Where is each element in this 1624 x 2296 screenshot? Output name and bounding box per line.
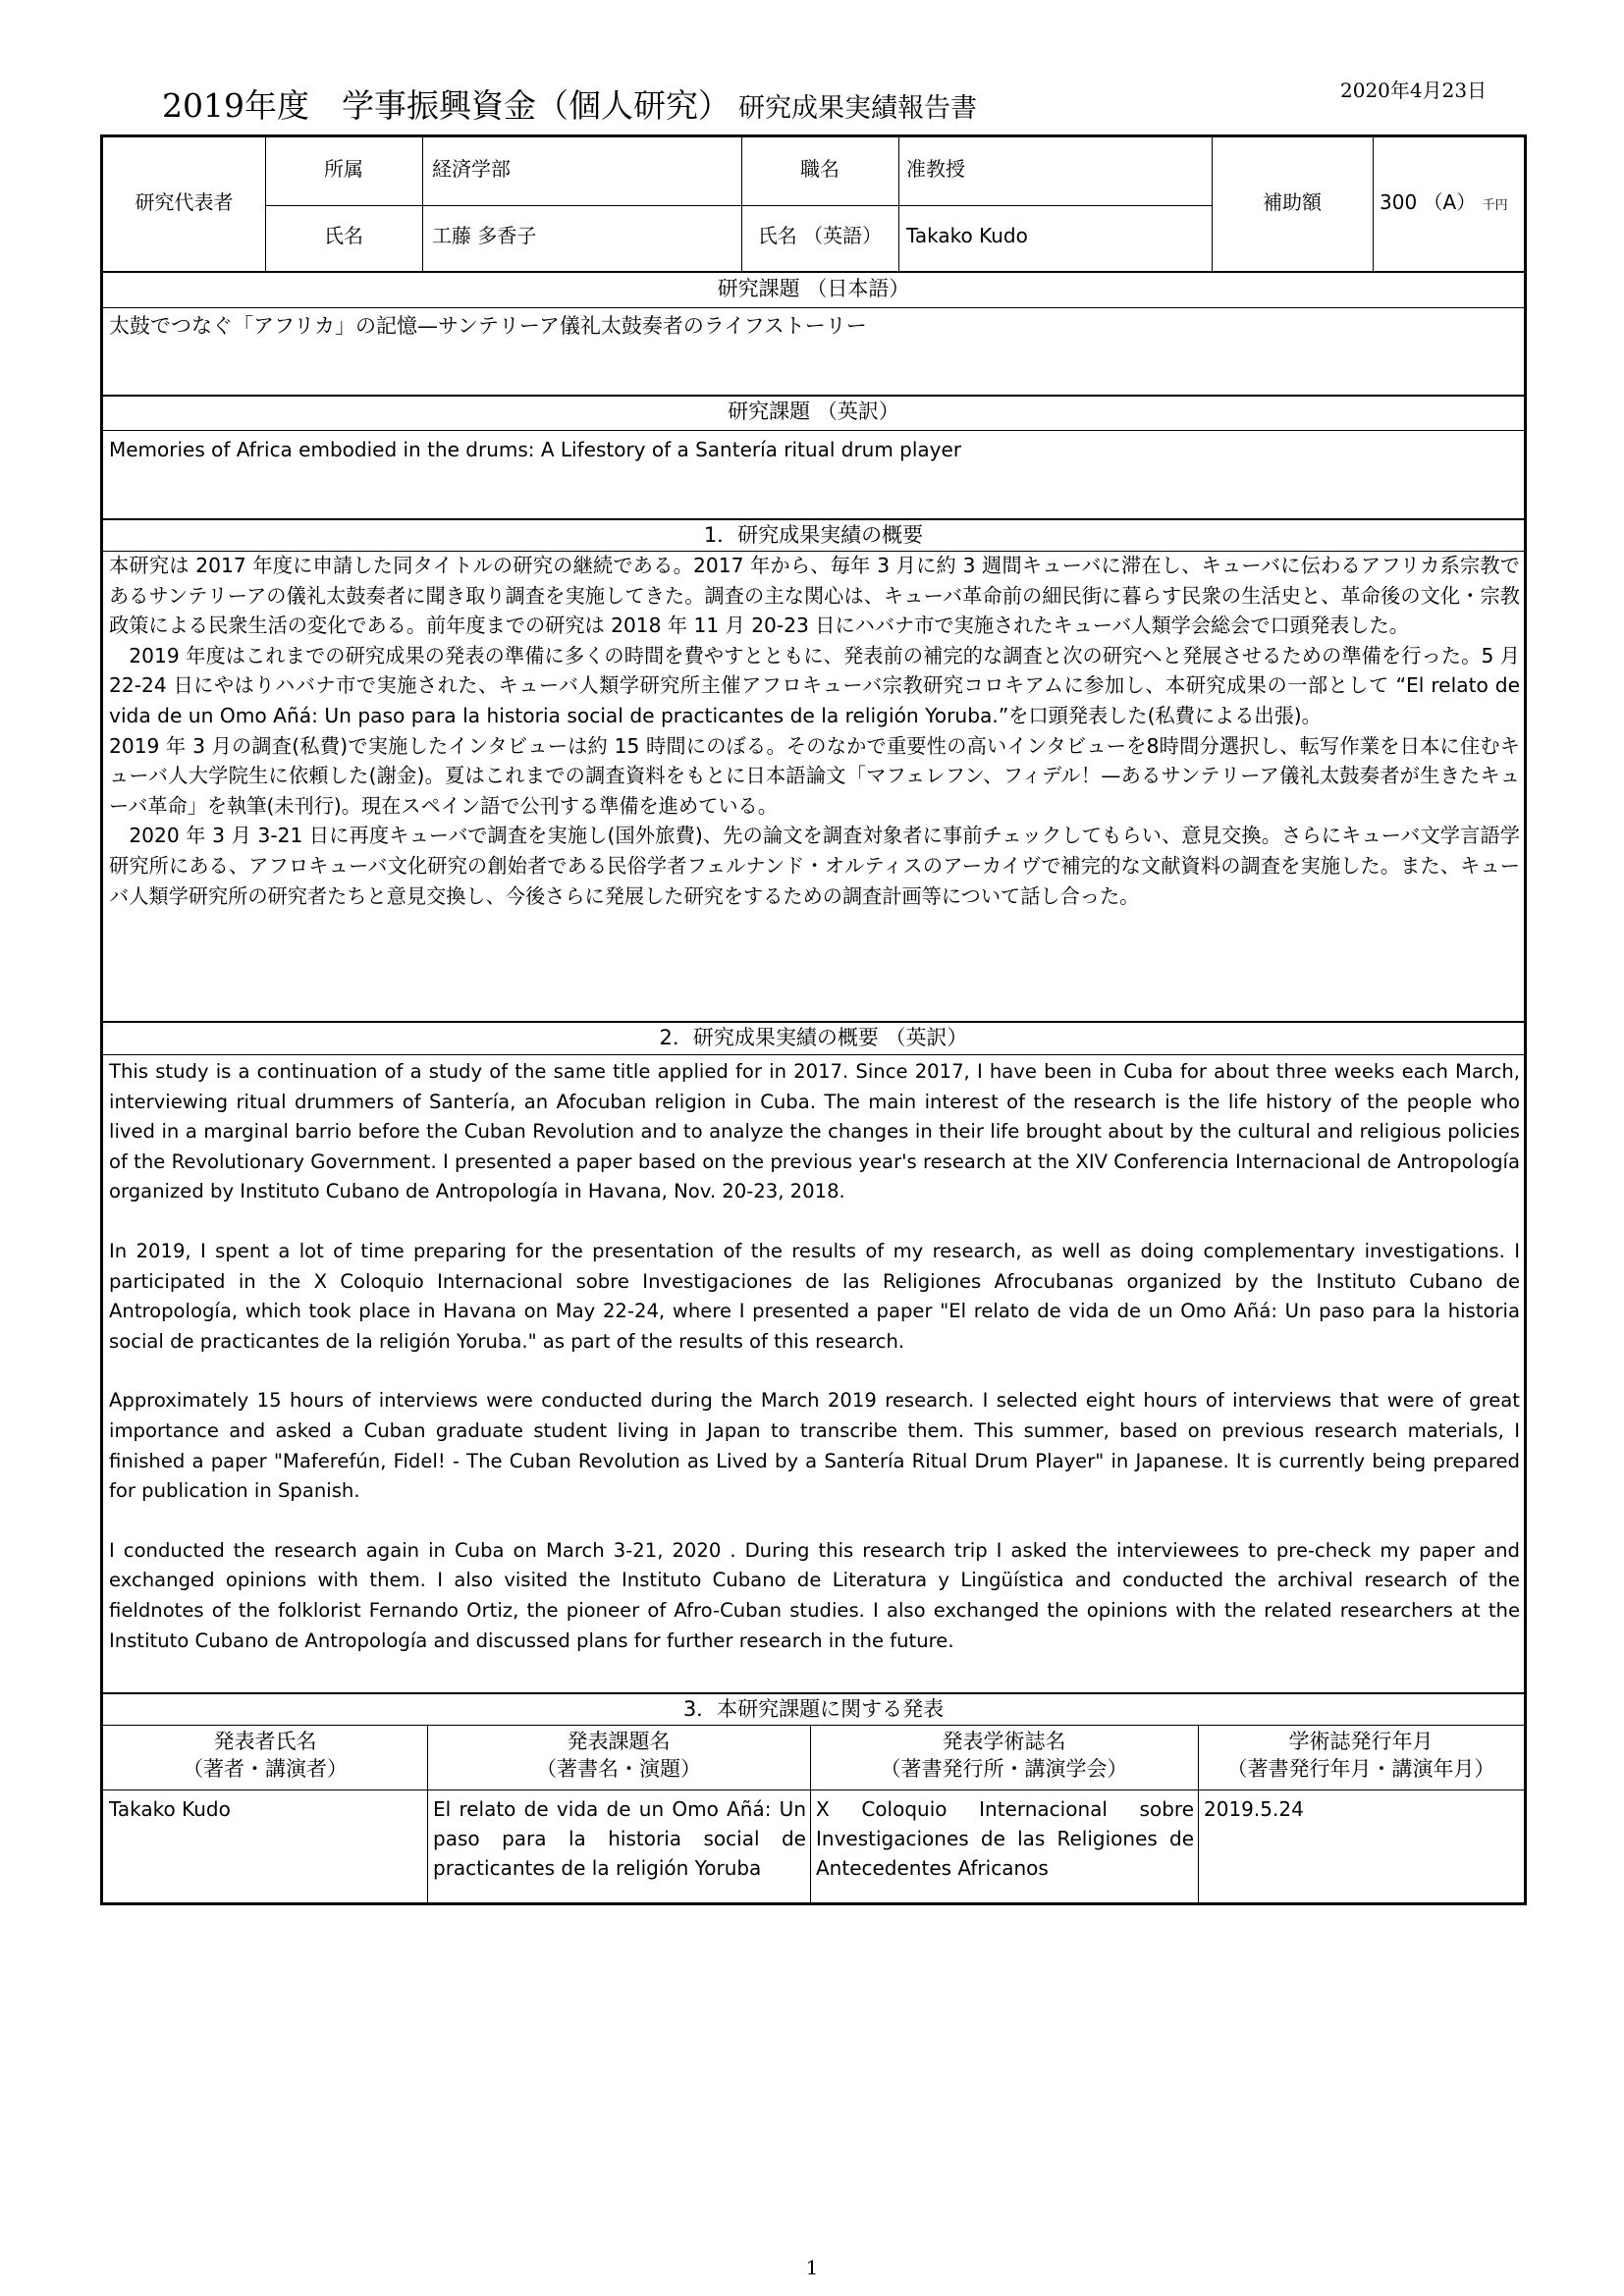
presentations-heading: 3．本研究課題に関する発表 — [682, 1697, 945, 1721]
col-header-title — [427, 1728, 810, 1783]
report-date: 2020年4月23日 — [1340, 79, 1488, 102]
representative-label: 研究代表者 — [135, 190, 234, 214]
col-header-line: 発表者氏名 — [213, 1730, 317, 1753]
summary-en-paragraph: Approximately 15 hours of interviews were conducted during the March 2019 research. I selected eight hours of interviews that were of great importance and asked a Cuban graduate student living in Japan to transcribe them. This summer, based on previous research materials, I finished a paper "Maferefún, Fidel! - The Cuban Revolution as Lived by a Santería Ritual Drum Player" in Japanese. It is currently being prepared for publication in Spanish. — [109, 1389, 1520, 1503]
summary-ja-paragraph: 2020 年 3 月 3-21 日に再度キューバで調査を実施し(国外旅費)、先の論文を調査対象者に事前チェックしてもらい、意見交換。さらにキューバ文学言語学研究所にある、アフロキューバ文化研究の創始者である民俗学者フェルナンド・オルティスのアーカイヴで補完的な文献資料の調査を実施した。また、キューバ人類学研究所の研究者たちと意見交換し、今後さらに発展した研究をするための調査計画等について話し合った。 — [109, 824, 1520, 908]
affiliation-label: 所属 — [324, 157, 363, 181]
name-value: 工藤 多香子 — [432, 224, 537, 247]
col-header-line: 学術誌発行年月 — [1288, 1730, 1434, 1753]
col-header-line: （著書発行所・講演学会） — [880, 1757, 1128, 1781]
topic-en-text: Memories of Africa embodied in the drums: A Lifestory of a Santería ritual drum player — [109, 438, 962, 461]
position-value: 准教授 — [906, 157, 965, 181]
document-title — [162, 80, 977, 127]
summary-en-heading: 2．研究成果実績の概要 （英訳） — [659, 1026, 968, 1049]
affiliation-value: 経済学部 — [432, 157, 511, 181]
summary-en-paragraph: In 2019, I spent a lot of time preparing for the presentation of the results of my research, as well as doing complementary investigations. I participated in the X Coloquio Internacional sobre Investigaciones de las Religiones Afrocubanas organized by the Instituto Cubano de Antropología, which took place in Havana on May 22-24, where I presented a paper "El relato de vida de un Omo Añá: Un paso para la historia social de practicantes de la religión Yoruba." as part of the results of this research. — [109, 1239, 1520, 1353]
grant-amount: 300 （A） — [1380, 190, 1477, 214]
row-date: 2019.5.24 — [1204, 1797, 1304, 1821]
row-title: El relato de vida de un Omo Añá: Un paso para la historia social de practicantes de la religión Yoruba — [433, 1797, 806, 1880]
summary-en-body — [109, 1057, 1520, 1656]
grant-label: 補助額 — [1263, 190, 1322, 214]
col-header-venue — [810, 1728, 1198, 1783]
position-label: 職名 — [800, 157, 839, 181]
grant-unit: 千円 — [1482, 198, 1508, 213]
grant-value — [1380, 188, 1508, 220]
page-number: 1 — [805, 2256, 819, 2279]
summary-ja-heading: 1．研究成果実績の概要 — [703, 523, 924, 547]
col-header-date — [1198, 1728, 1524, 1783]
topic-en-heading: 研究課題 （英訳） — [728, 400, 899, 423]
summary-ja-paragraph: 本研究は 2017 年度に申請した同タイトルの研究の継続である。2017 年から、毎年 3 月に約 3 週間キューバに滞在し、キューバに伝わるアフリカ系宗教であるサンテリーアの儀礼太鼓奏者に聞き取り調査を実施してきた。調査の主な関心は、キューバ革命前の細民街に暮らす民衆の生活史と、革命後の文化・宗教政策による民衆生活の変化である。前年度までの研究は 2018 年 11 月 20-23 日にハバナ市で実施されたキューバ人類学会総会で口頭発表した。 — [109, 554, 1520, 638]
title-sub: 研究成果実績報告書 — [737, 93, 977, 124]
topic-ja-heading: 研究課題 （日本語） — [717, 277, 910, 300]
col-header-presenter — [103, 1728, 427, 1783]
col-header-line: 発表学術誌名 — [942, 1730, 1066, 1753]
summary-en-paragraph: I conducted the research again in Cuba on March 3-21, 2020 . During this research trip I asked the interviewees to pre-check my paper and exchanged opinions with them. I also visited the Instituto Cubano de Literatura y Lingüística and conducted the archival research of the fieldnotes of the folklorist Fernando Ortiz, the pioneer of Afro-Cuban studies. I also exchanged the opinions with the related researchers at the Instituto Cubano de Antropología and discussed plans for further research in the future. — [109, 1538, 1520, 1652]
name-en-label: 氏名 （英語） — [757, 224, 883, 247]
name-label: 氏名 — [324, 224, 363, 247]
summary-ja-body — [109, 551, 1520, 911]
report-form — [100, 134, 1527, 1905]
summary-ja-paragraph: 2019 年度はこれまでの研究成果の発表の準備に多くの時間を費やすとともに、発表前の補完的な調査と次の研究へと発展させるための準備を行った。5 月 22-24 日にやはりハバナ市で実施された、キューバ人類学研究所主催アフロキューバ宗教研究コロキアムに参加し、本研究成果の一部として “El relato de vida de un Omo Añá: Un paso para la historia social de practicantes de la religión Yoruba.”を口頭発表した(私費による出張)。 — [109, 643, 1520, 727]
col-header-line: （著者・講演者） — [183, 1757, 348, 1781]
summary-en-paragraph: This study is a continuation of a study of the same title applied for in 2017. Since 2017, I have been in Cuba for about three weeks each March, interviewing ritual drummers of Santería, an Afocuban religion in Cuba. The main interest of the research is the life history of the people who lived in a marginal barrio before the Cuban Revolution and to analyze the changes in their life brought about by the cultural and religious policies of the Revolutionary Government. I presented a paper based on the previous year's research at the XIV Conferencia Internacional de Antropología organized by Instituto Cubano de Antropología in Havana, Nov. 20-23, 2018. — [109, 1060, 1520, 1203]
topic-ja-text: 太鼓でつなぐ「アフリカ」の記憶—サンテリーア儀礼太鼓奏者のライフストーリー — [109, 314, 867, 338]
col-header-line: （著書名・演題） — [536, 1757, 701, 1781]
row-presenter: Takako Kudo — [109, 1797, 231, 1821]
name-en-value: Takako Kudo — [906, 224, 1028, 247]
row-venue: X Coloquio Internacional sobre Investigaciones de las Religiones de Antecedentes Africanos — [816, 1797, 1194, 1880]
summary-ja-paragraph: 2019 年 3 月の調査(私費)で実施したインタビューは約 15 時間にのぼる。そのなかで重要性の高いインタビューを8時間分選択し、転写作業を日本に住むキューバ人大学院生に依頼した(謝金)。夏はこれまでの調査資料をもとに日本語論文「マフェレフン、フィデル！—あるサンテリーア儀礼太鼓奏者が生きたキューバ革命」を執筆(未刊行)。現在スペイン語で公刊する準備を進めている。 — [109, 733, 1520, 818]
col-header-line: 発表課題名 — [567, 1730, 671, 1753]
col-header-line: （著書発行年月・講演年月） — [1226, 1757, 1495, 1781]
title-main: 2019年度 学事振興資金（個人研究） — [162, 86, 731, 125]
